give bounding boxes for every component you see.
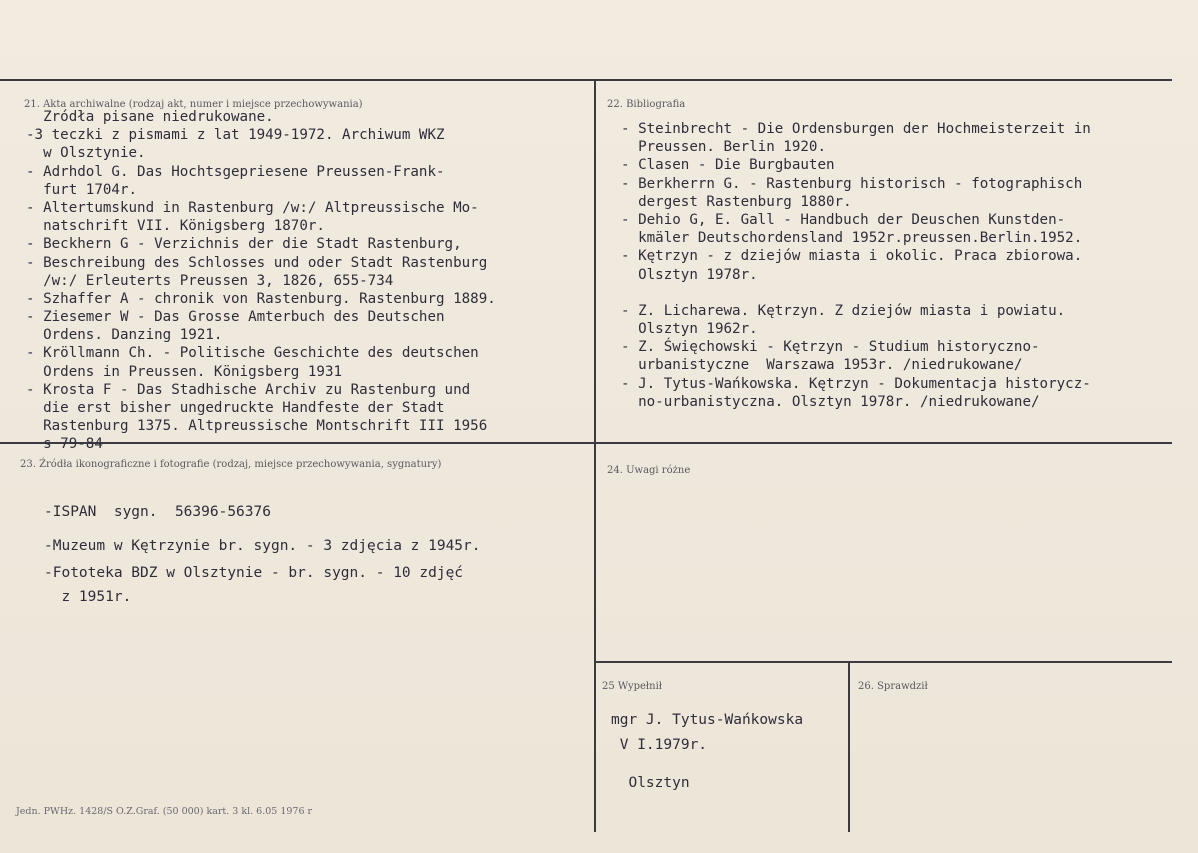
- bibliography-line: - Steinbrecht - Die Ordensburgen der Hochmeisterzeit in: [621, 121, 1091, 137]
- archive-line: - Altertumskund in Rastenburg /w:/ Altpreussische Mo-: [26, 199, 479, 216]
- signature-top-rule: [595, 661, 1172, 663]
- bibliography-line: Olsztyn 1978r.: [621, 266, 758, 283]
- center-divider: [594, 80, 596, 832]
- bibliography-line: urbanistyczne Warszawa 1953r. /niedrukowane/: [621, 357, 1023, 374]
- section-22-label: 22. Bibliografia: [607, 99, 686, 110]
- bibliography-line: no-urbanistyczna. Olsztyn 1978r. /niedrukowane/: [621, 393, 1040, 410]
- archive-line: Ordens. Danzing 1921.: [26, 327, 223, 344]
- bibliography-line: Preussen. Berlin 1920.: [621, 139, 826, 156]
- section-21-label: 21. Akta archiwalne (rodzaj akt, numer i miejsce przechowywania): [24, 99, 363, 110]
- section-26-label: 26. Sprawdził: [858, 681, 928, 692]
- iconography-line-fototeka: -Fototeka BDZ w Olsztynie - br. sygn. - 10 zdjęć: [44, 565, 464, 581]
- archive-line: - Krosta F - Das Stadhische Archiv zu Rastenburg und: [26, 381, 471, 398]
- filled-by-name: mgr J. Tytus-Wańkowska: [611, 712, 804, 728]
- archive-line: natschrift VII. Königsberg 1870r.: [26, 218, 325, 235]
- archive-line: - Adrhdol G. Das Hochtsgepriesene Preussen-Frank-: [26, 163, 445, 180]
- bibliography-line: kmäler Deutschordensland 1952r.preussen.Berlin.1952.: [621, 230, 1083, 247]
- section-21-content: [26, 109, 496, 455]
- archive-line: w Olsztynie.: [26, 145, 146, 162]
- archive-line: - Ziesemer W - Das Grosse Amterbuch des Deutschen: [26, 309, 445, 326]
- archive-line: s 79-84: [26, 436, 103, 453]
- archive-line: - Szhaffer A - chronik von Rastenburg. Rastenburg 1889.: [26, 290, 496, 307]
- bibliography-line: - Z. Święchowski - Kętrzyn - Studium historyczno-: [621, 339, 1040, 356]
- section-23-label: 23. Źródła ikonograficzne i fotografie (rodzaj, miejsce przechowywania, sygnatury): [20, 459, 442, 470]
- print-footer: Jedn. PWHz. 1428/S O.Z.Graf. (50 000) kart. 3 kl. 6.05 1976 r: [16, 806, 313, 817]
- archive-line: - Kröllmann Ch. - Politische Geschichte des deutschen: [26, 345, 479, 362]
- bibliography-line: - Dehio G, E. Gall - Handbuch der Deuschen Kunstden-: [621, 211, 1066, 228]
- section-25-label: 25 Wypełnił: [602, 681, 663, 692]
- section-22-content: [621, 121, 1091, 412]
- bibliography-line: dergest Rastenburg 1880r.: [621, 193, 852, 210]
- bibliography-line: Olsztyn 1962r.: [621, 321, 758, 338]
- bibliography-line: - J. Tytus-Wańkowska. Kętrzyn - Dokumentacja historycz-: [621, 375, 1091, 392]
- signature-divider: [848, 662, 850, 832]
- iconography-line-ispan: -ISPAN sygn. 56396-56376: [44, 504, 271, 520]
- bibliography-line: - Kętrzyn - z dziejów miasta i okolic. Praca zbiorowa.: [621, 248, 1083, 265]
- bibliography-line: - Z. Licharewa. Kętrzyn. Z dziejów miasta i powiatu.: [621, 302, 1066, 319]
- bibliography-line: - Berkherrn G. - Rastenburg historisch - fotographisch: [621, 175, 1083, 192]
- archive-line: - Beckhern G - Verzichnis der die Stadt Rastenburg,: [26, 236, 462, 253]
- archive-line: Zródła pisane niedrukowane.: [26, 109, 274, 125]
- top-rule: [0, 79, 1172, 81]
- filled-by-place: Olsztyn: [611, 775, 690, 791]
- archive-line: - Beschreibung des Schlosses und oder Stadt Rastenburg: [26, 254, 488, 271]
- archive-line: /w:/ Erleuterts Preussen 3, 1826, 655-734: [26, 272, 394, 289]
- section-24-label: 24. Uwagi różne: [607, 465, 691, 476]
- archive-line: furt 1704r.: [26, 181, 138, 198]
- iconography-line-museum: -Muzeum w Kętrzynie br. sygn. - 3 zdjęcia z 1945r.: [44, 538, 481, 554]
- archive-line: die erst bisher ungedruckte Handfeste der Stadt: [26, 400, 445, 416]
- filled-by-date: V I.1979r.: [611, 737, 708, 753]
- archive-line: Rastenburg 1375. Altpreussische Montschrift III 1956: [26, 418, 488, 435]
- archive-line: Ordens in Preussen. Königsberg 1931: [26, 363, 343, 380]
- iconography-line-year: z 1951r.: [44, 589, 132, 605]
- bibliography-line: [621, 285, 1091, 303]
- archive-line: -3 teczki z pismami z lat 1949-1972. Archiwum WKZ: [26, 127, 445, 144]
- bibliography-line: - Clasen - Die Burgbauten: [621, 157, 835, 174]
